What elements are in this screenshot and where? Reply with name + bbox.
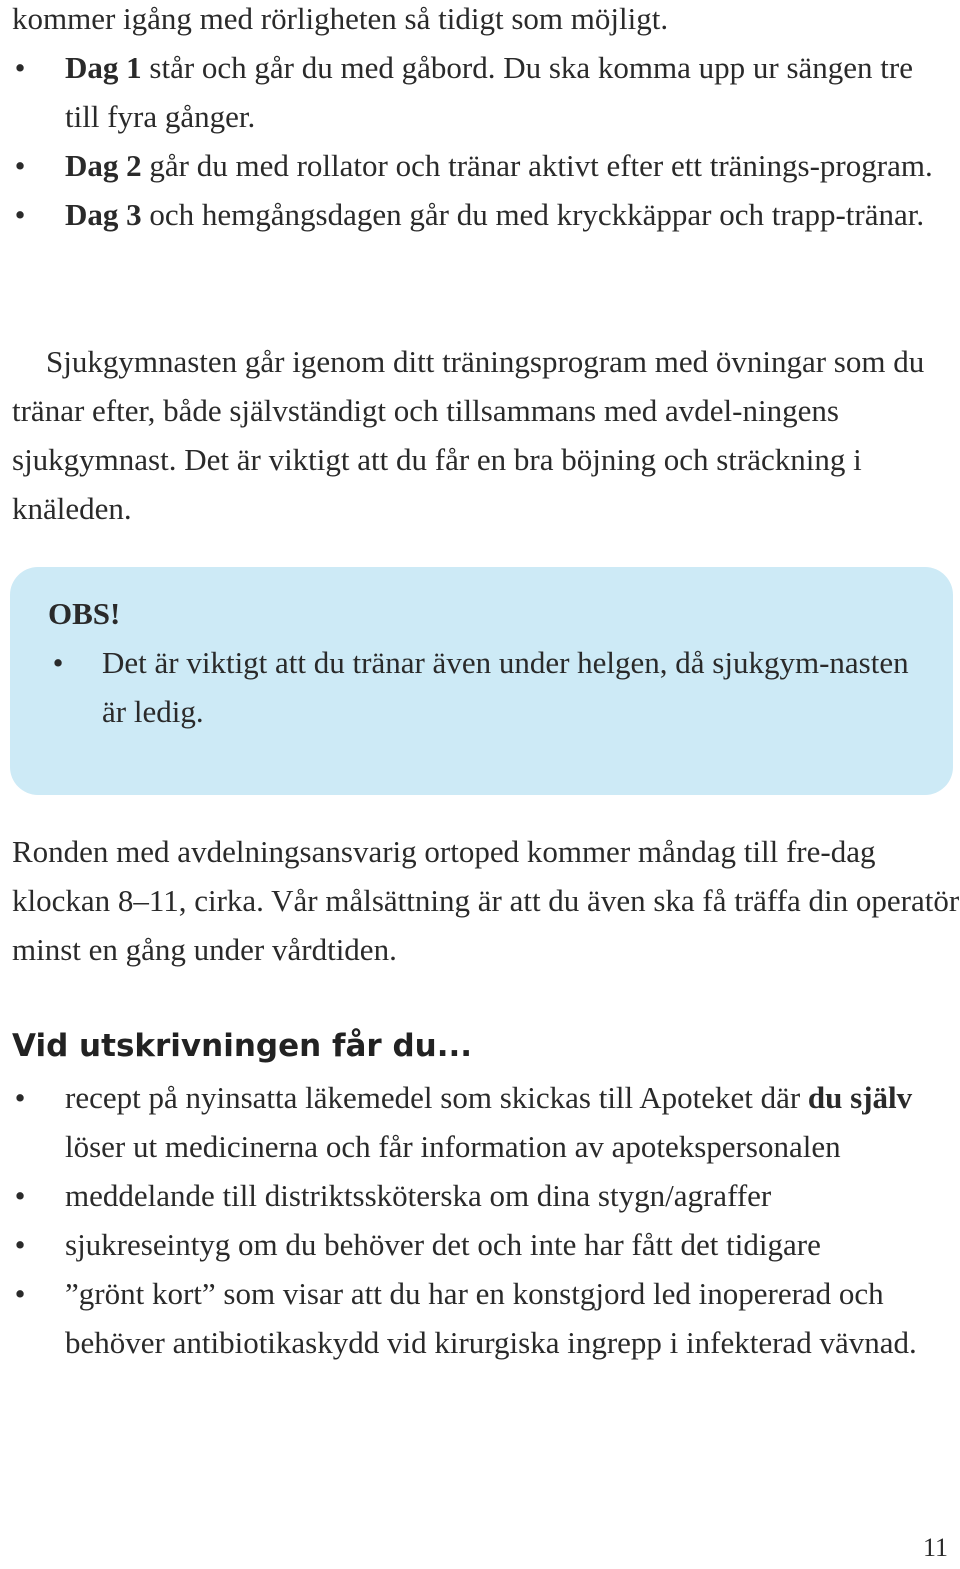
intro-line: kommer igång med rörligheten så tidigt som möjligt. (12, 1, 669, 36)
bullet-icon: • (14, 50, 26, 85)
physio-paragraph: Sjukgymnasten går igenom ditt träningsprogram med övningar som du tränar efter, både självständigt och tillsammans med avdel-ningens sjukgymnast. Det är viktigt att du får en bra böjning och sträckning i knäleden. (12, 344, 925, 526)
list-item (0, 190, 960, 239)
bullet-icon: • (14, 1080, 26, 1115)
bullet-icon: • (14, 1227, 26, 1262)
list-item (0, 1269, 960, 1367)
day-text: står och går du med gåbord. Du ska komma upp ur sängen tre till fyra gånger. (65, 50, 913, 134)
day-label: Dag 2 (65, 148, 142, 183)
obs-callout (10, 567, 953, 795)
item-text: sjukreseintyg om du behöver det och inte har fått det tidigare (65, 1227, 821, 1262)
list-item (0, 43, 960, 141)
item-text: ”grönt kort” som visar att du har en konstgjord led inopererad och behöver antibiotikaskydd vid kirurgiska ingrepp i infekterad vävnad. (65, 1276, 917, 1360)
obs-title: OBS! (48, 596, 121, 631)
list-item (0, 1073, 960, 1171)
bullet-icon: • (14, 1178, 26, 1213)
list-item (10, 638, 953, 736)
round-paragraph: Ronden med avdelningsansvarig ortoped kommer måndag till fre-dag klockan 8–11, cirka. Vår målsättning är att du även ska få träffa din operatör minst en gång under vårdtiden. (12, 834, 960, 967)
section-heading: Vid utskrivningen får du... (12, 1028, 473, 1064)
bullet-icon: • (14, 197, 26, 232)
item-text: löser ut medicinerna och får information av apotekspersonalen (65, 1080, 928, 1164)
item-text: recept på nyinsatta läkemedel som skickas till Apoteket där (65, 1080, 808, 1115)
obs-item-text: Det är viktigt att du tränar även under helgen, då sjukgym-nasten är ledig. (102, 645, 909, 729)
list-item (0, 1171, 960, 1220)
bullet-icon: • (52, 645, 64, 680)
day-text: och hemgångsdagen går du med kryckkäppar och trapp-tränar. (141, 197, 925, 232)
item-emphasis: du själv (807, 1080, 913, 1115)
obs-list (10, 638, 953, 736)
list-item (0, 1220, 960, 1269)
day-label: Dag 1 (65, 50, 142, 85)
bullet-icon: • (14, 1276, 26, 1311)
bullet-icon: • (14, 148, 26, 183)
item-text: meddelande till distriktssköterska om dina stygn/agraffer (65, 1178, 772, 1213)
list-item (0, 141, 960, 190)
day-label: Dag 3 (65, 197, 142, 232)
page-number: 11 (922, 1533, 948, 1562)
day-list (0, 43, 960, 239)
discharge-list (0, 1073, 960, 1367)
day-text: går du med rollator och tränar aktivt efter ett tränings-program. (141, 148, 933, 183)
